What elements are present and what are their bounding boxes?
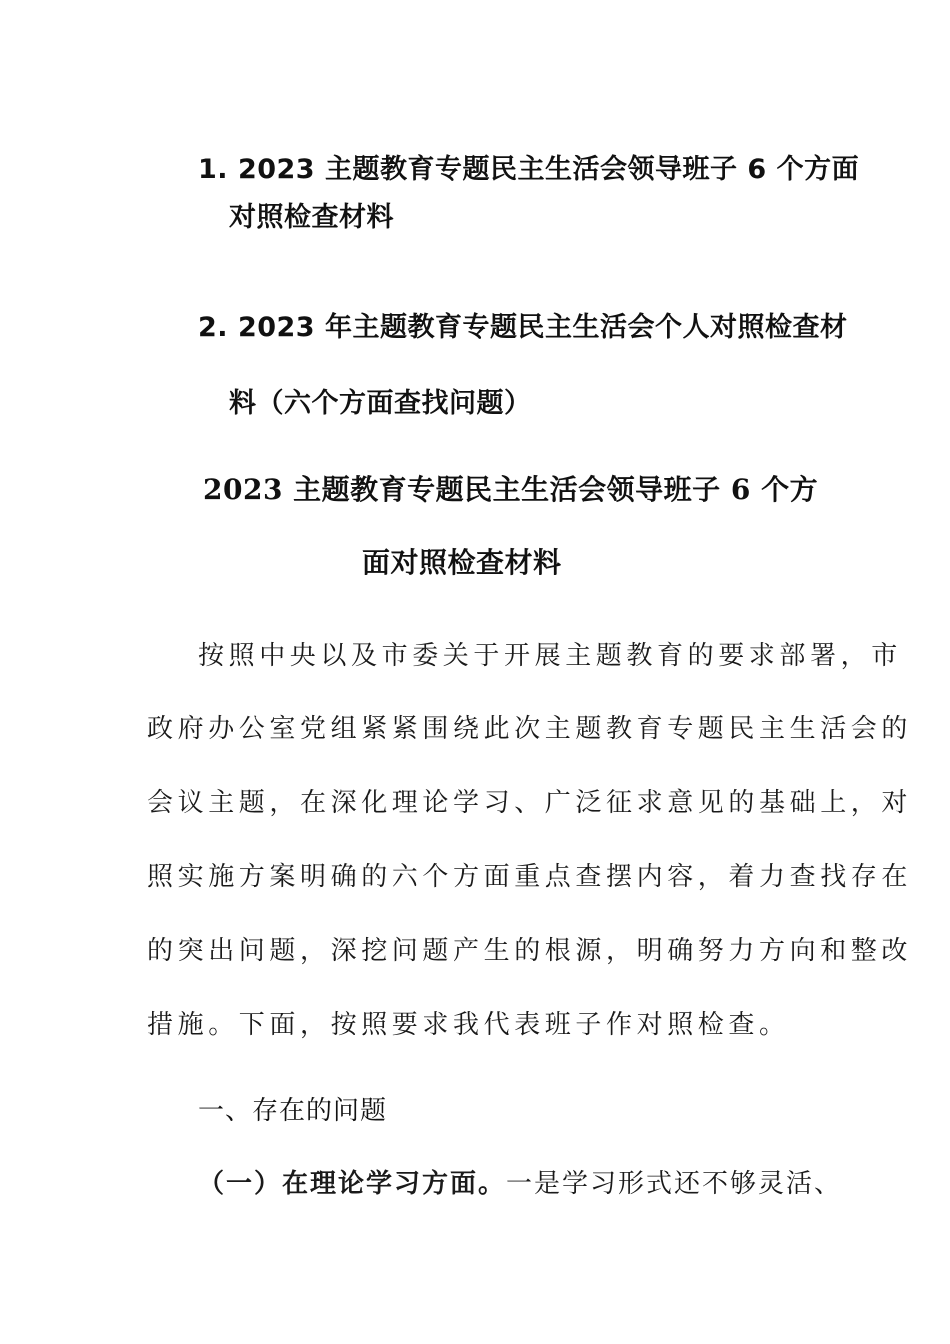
intro-line-2: 政府办公室党组紧紧围绕此次主题教育专题民主生活会的 — [147, 714, 913, 744]
toc-item-1-line-1: 1. 2023 主题教育专题民主生活会领导班子 6 个方面 — [198, 154, 860, 185]
document-title-line-2: 面对照检查材料 — [362, 546, 562, 579]
subsection-text: 一是学习形式还不够灵活、 — [506, 1169, 843, 1199]
toc-item-2-line-2: 料（六个方面查找问题） — [229, 388, 532, 419]
intro-line-1: 按照中央以及市委关于开展主题教育的要求部署，市 — [198, 641, 902, 671]
section-heading-problems: 一、存在的问题 — [198, 1096, 388, 1126]
intro-line-6: 措施。下面，按照要求我代表班子作对照检查。 — [147, 1010, 790, 1040]
intro-line-3: 会议主题，在深化理论学习、广泛征求意见的基础上，对 — [147, 788, 913, 818]
toc-item-1-line-2: 对照检查材料 — [229, 202, 394, 233]
subsection-theory-study — [198, 1166, 842, 1202]
document-title-line-1: 2023 主题教育专题民主生活会领导班子 6 个方 — [203, 473, 819, 506]
toc-item-2-line-1: 2. 2023 年主题教育专题民主生活会个人对照检查材 — [198, 312, 848, 343]
intro-line-5: 的突出问题，深挖问题产生的根源，明确努力方向和整改 — [147, 936, 913, 966]
subsection-label: （一）在理论学习方面。 — [198, 1169, 507, 1199]
intro-line-4: 照实施方案明确的六个方面重点查摆内容，着力查找存在 — [147, 862, 913, 892]
